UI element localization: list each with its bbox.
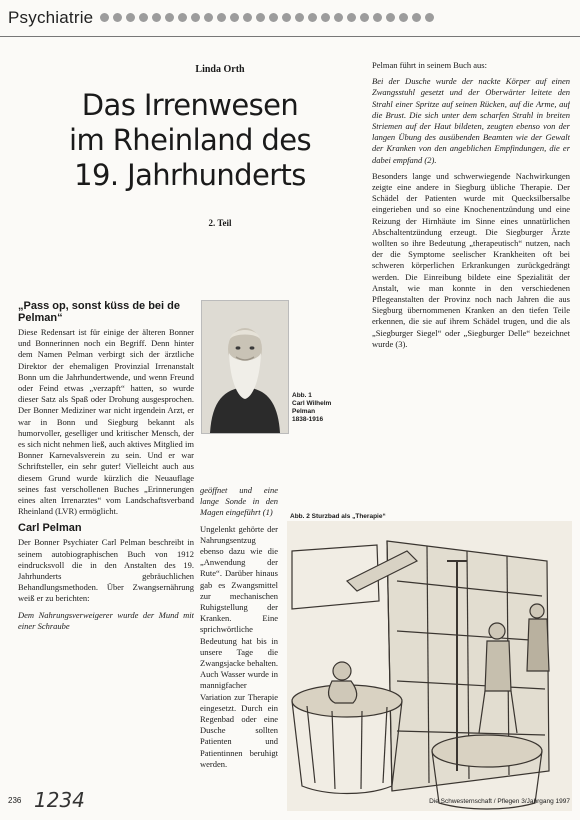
paragraph: Pelman führt in seinem Buch aus: — [372, 60, 487, 70]
handwritten-number: 1234 — [34, 788, 85, 812]
decorative-dot — [360, 13, 369, 22]
decorative-dot — [269, 13, 278, 22]
title-line: 19. Jahrhunderts — [74, 158, 306, 192]
decorative-dot — [347, 13, 356, 22]
paragraph: Der Bonner Psychiater Carl Pelman beschreibt in seinem autobiographischen Buch von 1912 eindrucksvoll die in den Anstalten des 19. Jahrhunderts gebräuchlichen Behandlungsmethoden. Über Zwangsernährung weiß er zu berichten: — [18, 537, 194, 604]
caption-line: Pelman — [292, 408, 316, 415]
title-line: im Rheinland des — [69, 123, 311, 157]
paragraph: Diese Redensart ist für einige der älteren Bonner und Bonnerinnen noch ein Begriff. Denn hinter dem Namen Pelman verbirgt sich der ärztliche Direktor der ehemaligen Provinzial Irrenanstalt Bonn um die Jahrhundertwende, und wenn Freund oder Feind etwas „verzapft“ hatten, so wurde dieser Satz als Spaß oder Drohung ausgesprochen. Der Bonner Mediziner war nicht irgendein Arzt, er war in Bonn und Siegburg bekannt als humorvoller, geselliger und kritischer Mensch, der es sich nicht nehmen ließ, auch aktives Mitglied im Bonner Karnevalsverein zu sein. Und er war Schriftsteller, ein sehr guter! Vielleicht auch aus diesem Grund wurde kürzlich die Neuauflage seines fast verschollenen Buches „Erinnerungen eines alten Irrenarztes“ vom Landschaftsverband Rheinland (LVR) ermöglicht. — [18, 327, 194, 517]
section-heading: „Pass op, sonst küss de bei de Pelman“ — [18, 300, 180, 324]
quote: Bei der Dusche wurde der nackte Körper auf einen Zwangsstuhl gesetzt und der Oberwärter leitete den Strahl einer Spritze auf seinen Rücken, auf die Arme, auf die Brust. Die sich unter dem scharfen Strahl in breiten Striemen auf der Haut bildeten, zeugten ebenso von der langen Übung des ausübenden Beamten wie der Gewalt der Kranken von den angeblichen Empfindungen, die er dabei empfand (2). — [372, 76, 570, 165]
decorative-dot — [152, 13, 161, 22]
engraving-image — [287, 521, 572, 811]
decorative-dot — [256, 13, 265, 22]
section-heading: Carl Pelman — [18, 522, 82, 535]
paragraph: Ungelenkt gehörte der Nahrungsentzug ebenso dazu wie die „Anwendung der Rute“. Darüber hinaus gab es Zwangsmittel zur mechanischen Ruhigstellung der Kranken. Eine sprichwörtliche Bedeutung hat bis in unsere Tage die Zwangsjacke behalten. Auch Wasser wurde in mannigfacher Variation zur Therapie eingesetzt. Durch ein Regenbad oder eine Dusche sollten Patienten und Patientinnen beruhigt werden. — [200, 523, 278, 769]
decorative-dot — [243, 13, 252, 22]
decorative-dot — [230, 13, 239, 22]
portrait-illustration — [202, 301, 288, 433]
decorative-dot — [399, 13, 408, 22]
decorative-dot — [321, 13, 330, 22]
article-part: 2. Teil — [208, 218, 232, 228]
caption-line: Abb. 1 — [292, 392, 312, 399]
decorative-dot — [204, 13, 213, 22]
portrait-image — [201, 300, 289, 434]
decorative-dot — [139, 13, 148, 22]
decorative-dot — [386, 13, 395, 22]
journal-footer: Die Schwesternschaft / Pflegen 3/Jahrgang 1997 — [429, 798, 570, 805]
decorative-dot — [100, 13, 109, 22]
decorative-dot — [165, 13, 174, 22]
caption-line: Carl Wilhelm — [292, 400, 332, 407]
header-rule — [0, 36, 580, 37]
shower-engraving-illustration — [287, 521, 572, 811]
text-column-3 — [372, 60, 570, 505]
decorative-dot — [334, 13, 343, 22]
decorative-dot — [412, 13, 421, 22]
text-column-1 — [18, 300, 194, 805]
quote: geöffnet und eine lange Sonde in den Magen eingeführt (1) — [200, 485, 278, 518]
figure-caption — [292, 392, 352, 424]
page-number: 236 — [8, 796, 22, 805]
text-column-2 — [200, 485, 278, 805]
caption-line: 1838-1916 — [292, 416, 324, 423]
decorative-dot — [113, 13, 122, 22]
figure-caption: Abb. 2 Sturzbad als „Therapie“ — [290, 513, 386, 520]
decorative-dot — [295, 13, 304, 22]
title-line: Das Irrenwesen — [81, 88, 299, 122]
decorative-dot — [178, 13, 187, 22]
article-title — [45, 88, 335, 193]
decorative-dot — [282, 13, 291, 22]
decorative-dot — [373, 13, 382, 22]
decorative-dot-row — [100, 13, 434, 22]
decorative-dot — [308, 13, 317, 22]
paragraph: Besonders lange und schwerwiegende Nachwirkungen zeigte eine andere in Siegburg übliche Therapie. Der Schädel der Patienten wurde mit Quecksilbersalbe eingerieben und so eine Knochenentzündung und eine Reizung der Hirnhäute im Sinne eines unnatürlichen Abschaltentzündung erzeugt. Die Siegburger Ärzte wollten so ihre Bedeutung „therapeutisch“ nutzen, nach der die Symptome seelischer Krankheiten oft bei schweren körperlichen Erkrankungen zurückgedrängt werden. Die Einreibung bildete eine Spezialität der Anstalt, wie man konnte in den verschiedenen Pflegeanstalten der Provinz noch nach Jahren die aus Siegburg übernommenen Kranken an den tiefen Teile erkennen, die sie auf ihrem Schädel trugen, und die als „Siegburger Siegel“ oder „Siegburger Delle“ bezeichnet wurde (3). — [372, 170, 570, 349]
section-label: Psychiatrie — [8, 8, 94, 27]
decorative-dot — [191, 13, 200, 22]
quote: Dem Nahrungsverweigerer wurde der Mund mit einer Schraube — [18, 609, 194, 631]
decorative-dot — [425, 13, 434, 22]
decorative-dot — [217, 13, 226, 22]
article-author: Linda Orth — [195, 64, 245, 75]
decorative-dot — [126, 13, 135, 22]
